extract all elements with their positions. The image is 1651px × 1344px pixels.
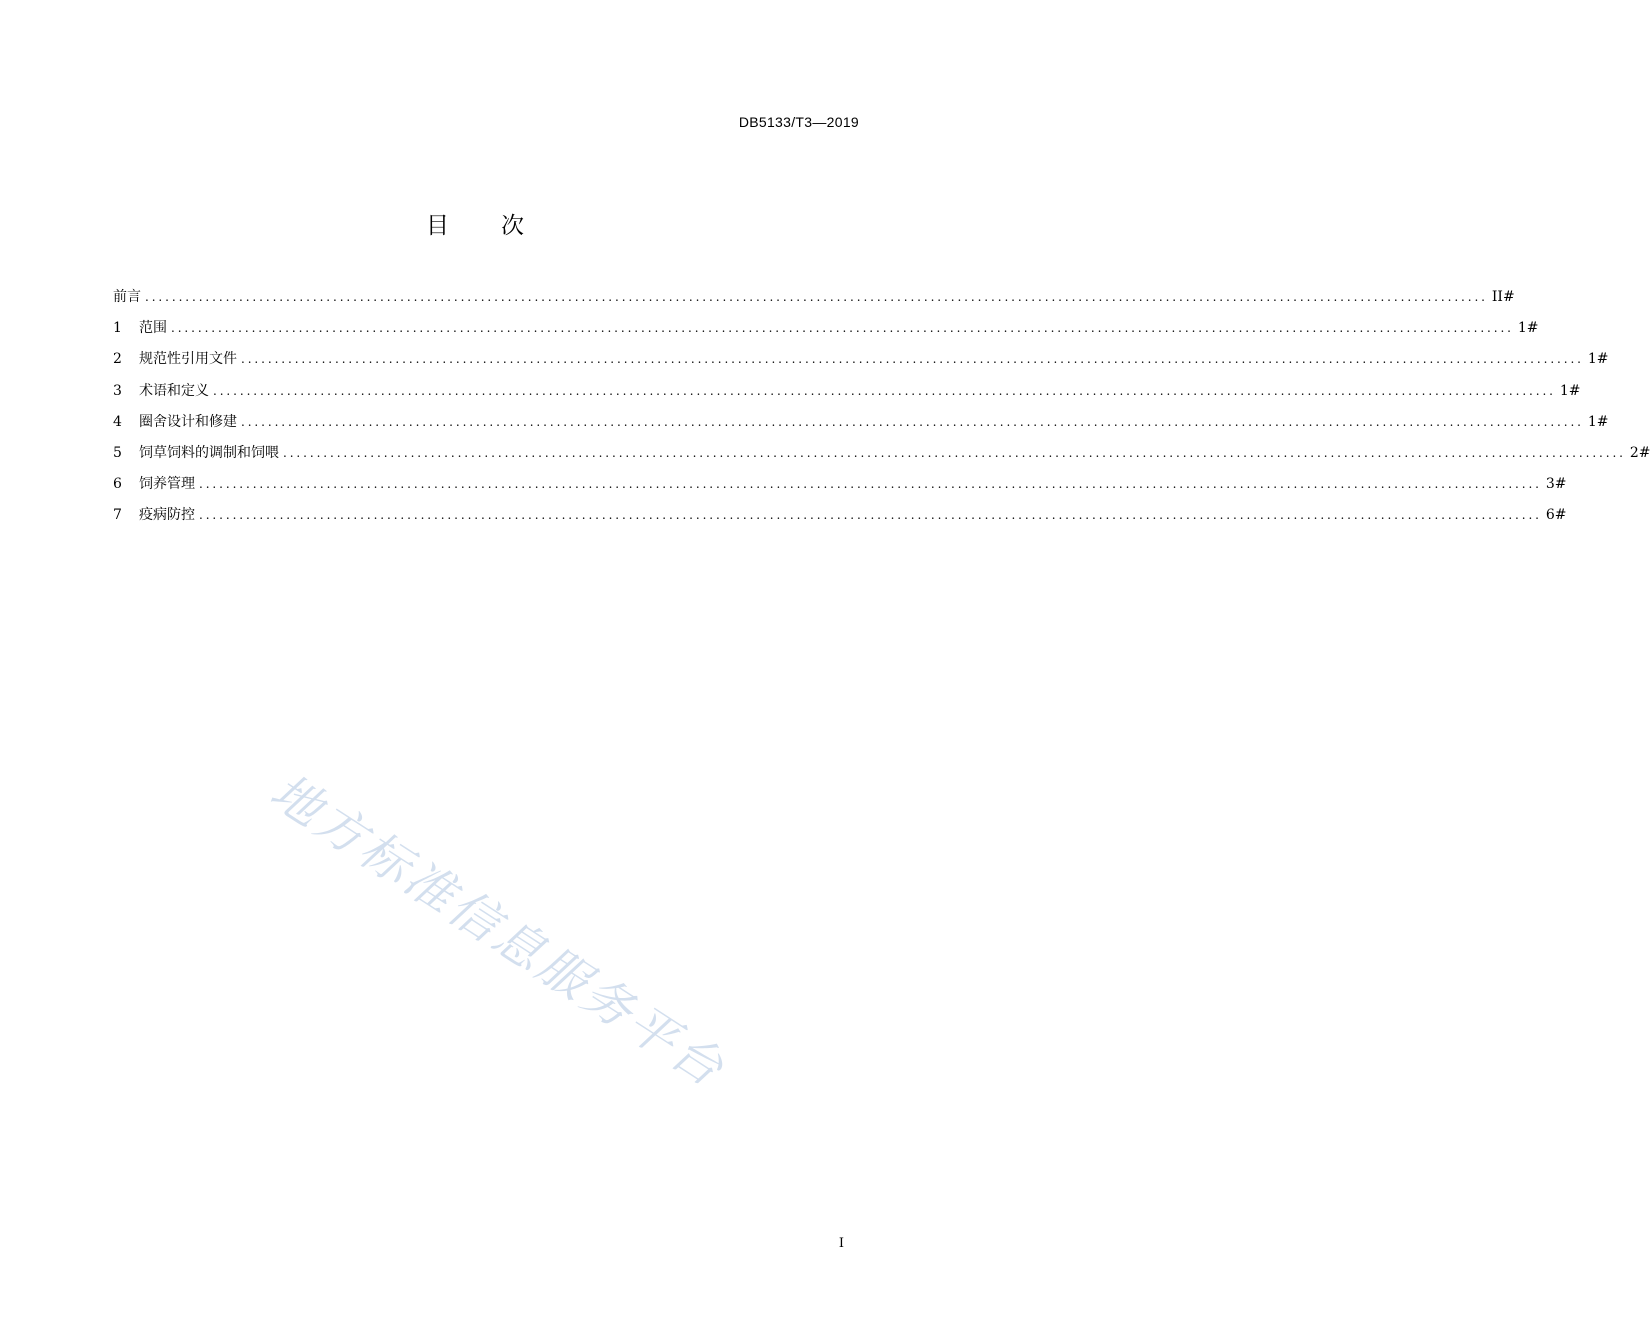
toc-entry-page: 6#	[1545, 507, 1567, 524]
toc-entry-number: 2	[113, 351, 122, 368]
toc-title-char-2: 次	[501, 213, 524, 239]
toc-entry-label: 饲草饲料的调制和饲喂	[139, 444, 279, 461]
toc-entry-number: 5	[113, 444, 122, 461]
toc-entry-pen-design[interactable]	[113, 412, 1609, 443]
toc-entry-preface[interactable]	[113, 287, 1515, 318]
table-of-contents	[113, 287, 1651, 537]
toc-entry-label: 范围	[139, 320, 167, 337]
toc-entry-terms-definitions[interactable]	[113, 381, 1581, 412]
toc-leader-dots: ........................................................................................................................................................................................................	[213, 383, 1556, 398]
toc-entry-page: 2#	[1629, 444, 1651, 461]
toc-leader-dots: ........................................................................................................................................................................................................	[199, 477, 1542, 492]
toc-entry-scope[interactable]	[113, 318, 1539, 349]
toc-leader-dots: ........................................................................................................................................................................................................	[199, 508, 1542, 523]
toc-entry-page: 3#	[1545, 476, 1567, 493]
toc-leader-dots: ........................................................................................................................................................................................................	[171, 321, 1514, 336]
toc-entry-label: 规范性引用文件	[139, 351, 237, 368]
toc-entry-feed-preparation[interactable]	[113, 443, 1651, 474]
toc-leader-dots: ........................................................................................................................................................................................................	[145, 290, 1488, 304]
toc-entry-disease-control[interactable]	[113, 505, 1567, 536]
toc-entry-number: 6	[113, 476, 122, 493]
watermark-text: 地方标准信息服务平台	[260, 762, 736, 1100]
toc-entry-label: 疫病防控	[139, 507, 195, 524]
toc-entry-page: 1#	[1587, 351, 1609, 368]
toc-entry-normative-references[interactable]	[113, 349, 1609, 380]
toc-entry-number: 7	[113, 507, 122, 524]
toc-title-char-1: 目	[426, 213, 449, 239]
toc-entry-number: 3	[113, 382, 122, 399]
toc-entry-page: 1#	[1559, 382, 1581, 399]
toc-leader-dots: ........................................................................................................................................................................................................	[241, 414, 1584, 429]
toc-entry-number: 4	[113, 413, 122, 430]
footer-page-number: I	[838, 1236, 844, 1251]
toc-title	[0, 207, 950, 240]
toc-entry-number: 1	[113, 320, 122, 337]
toc-entry-label: 前言	[113, 289, 141, 305]
toc-entry-label: 术语和定义	[139, 382, 209, 399]
toc-leader-dots: ........................................................................................................................................................................................................	[283, 445, 1626, 460]
toc-entry-page: 1#	[1587, 413, 1609, 430]
toc-leader-dots: ........................................................................................................................................................................................................	[241, 352, 1584, 367]
toc-entry-page: 1#	[1517, 320, 1539, 337]
toc-entry-label: 圈舍设计和修建	[139, 413, 237, 430]
toc-entry-page: II#	[1491, 289, 1515, 305]
toc-entry-feeding-management[interactable]	[113, 474, 1567, 505]
document-code: DB5133/T3—2019	[738, 114, 859, 130]
toc-entry-label: 饲养管理	[139, 476, 195, 493]
